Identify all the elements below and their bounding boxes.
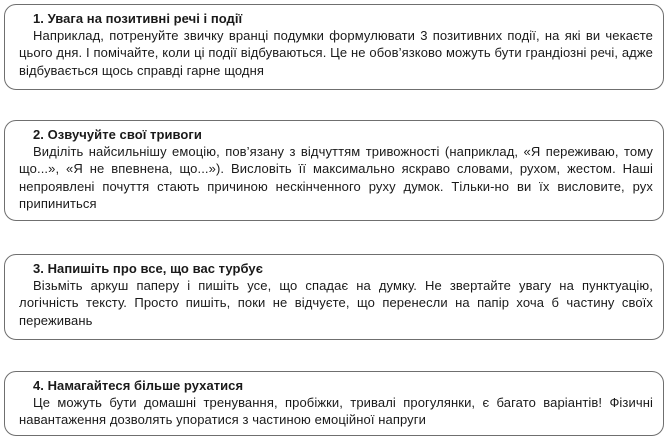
tip-card-text: Візьміть аркуш паперу і пишіть усе, що спадає на думку. Не звертайте увагу на пунктуацію, логічність тексту. Просто пишіть, поки не відчуєте, що перенесли на папір хоча б частину своїх переживань (19, 278, 653, 328)
tip-card-title: 2. Озвучуйте свої тривоги (33, 127, 202, 142)
tip-card-text: Це можуть бути домашні тренування, пробіжки, тривалі прогулянки, є багато варіантів! Фізичні навантаження дозволять упоратися з частиною емоційної напруги (19, 395, 653, 428)
tip-card-1 (4, 4, 664, 90)
tip-card-text: Наприклад, потренуйте звичку вранці подумки формулювати 3 позитивних події, на які ви чекаєте цього дня. І помічайте, коли ці події відбуваються. Це не обов’язково можуть бути грандіозні речі, адже відбувається щось справді гарне щодня (19, 28, 653, 78)
tip-card-2 (4, 120, 664, 221)
tip-card-text: Виділіть найсильнішу емоцію, пов’язану з відчуттям тривожності (наприклад, «Я переживаю, тому що...», «Я не впевнена, що...»). Висловіть її максимально яскраво словами, рухом, жестом. Наші непроявлені почуття стають причиною нескінченного руху думок. Тільки-но ви їх висловите, рух припиниться (19, 144, 653, 211)
tip-card-title: 1. Увага на позитивні речі і події (33, 11, 243, 26)
tip-card-title: 3. Напишіть про все, що вас турбує (33, 261, 263, 276)
tip-card-3 (4, 254, 664, 340)
tip-card-4 (4, 371, 664, 436)
tip-card-title: 4. Намагайтеся більше рухатися (33, 378, 244, 393)
